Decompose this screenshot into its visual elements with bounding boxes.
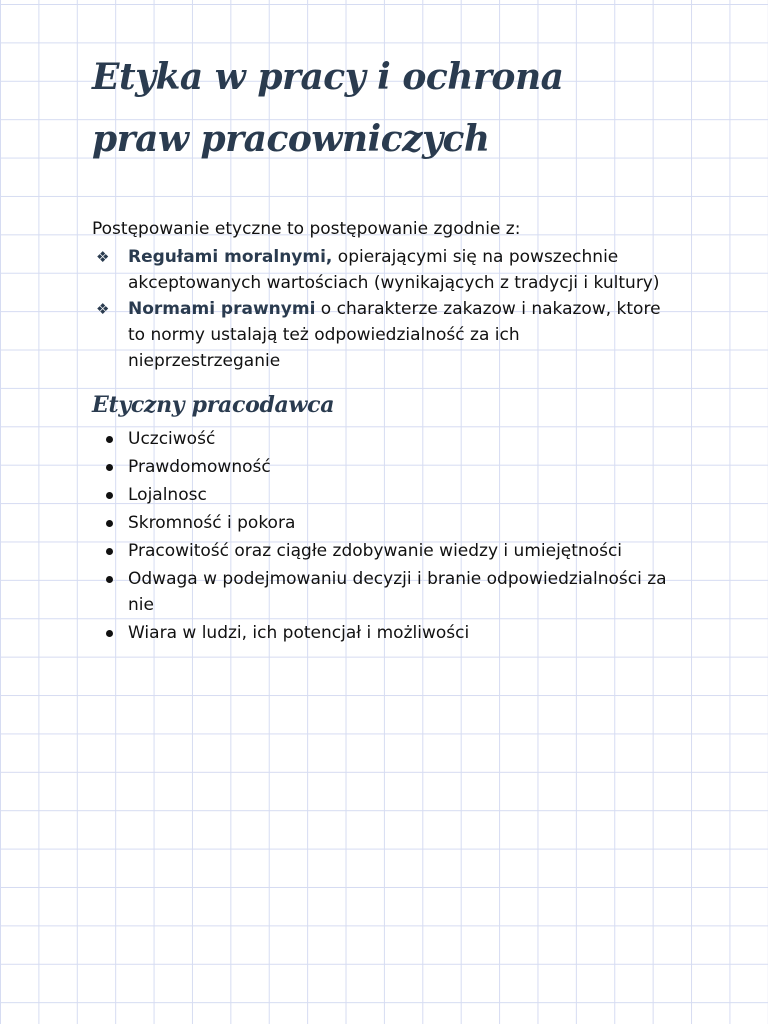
principle-term: Normami prawnymi	[128, 299, 316, 319]
trait-text: Prawdomowność	[128, 457, 271, 477]
diamond-bullet-icon: ❖	[96, 248, 110, 266]
intro-text: Postępowanie etyczne to postępowanie zgodnie z:	[92, 219, 521, 239]
list-item	[96, 244, 676, 296]
page-title: Etyka w pracy i ochrona praw pracowniczych	[92, 56, 564, 160]
traits-list	[104, 426, 684, 648]
dot-bullet-icon	[106, 492, 113, 499]
trait-text: Odwaga w podejmowaniu decyzji i branie odpowiedzialności za nie	[128, 569, 667, 615]
trait-text: Skromność i pokora	[128, 513, 296, 533]
dot-bullet-icon	[106, 436, 113, 443]
section-heading: Etyczny pracodawca	[92, 392, 335, 418]
list-item	[104, 620, 684, 646]
list-item	[96, 296, 676, 374]
list-item	[104, 482, 684, 508]
dot-bullet-icon	[106, 630, 113, 637]
principle-term: Regułami moralnymi,	[128, 247, 333, 267]
list-item	[104, 426, 684, 452]
list-item	[104, 538, 684, 564]
trait-text: Uczciwość	[128, 429, 216, 449]
dot-bullet-icon	[106, 576, 113, 583]
dot-bullet-icon	[106, 548, 113, 555]
list-item	[104, 510, 684, 536]
principle-text: o charakterze zakazow i nakazow, ktore to normy ustalają też odpowiedzialność za ich nieprzestrzeganie	[128, 299, 661, 371]
list-item	[104, 566, 684, 618]
trait-text: Pracowitość oraz ciągłe zdobywanie wiedzy i umiejętności	[128, 541, 623, 561]
principle-text: opierającymi się na powszechnie akceptowanych wartościach (wynikających z tradycji i kultury)	[128, 247, 660, 293]
dot-bullet-icon	[106, 520, 113, 527]
list-item	[104, 454, 684, 480]
trait-text: Wiara w ludzi, ich potencjał i możliwości	[128, 623, 470, 643]
diamond-bullet-icon: ❖	[96, 300, 110, 318]
dot-bullet-icon	[106, 464, 113, 471]
trait-text: Lojalnosc	[128, 485, 207, 505]
principles-list	[96, 244, 676, 374]
